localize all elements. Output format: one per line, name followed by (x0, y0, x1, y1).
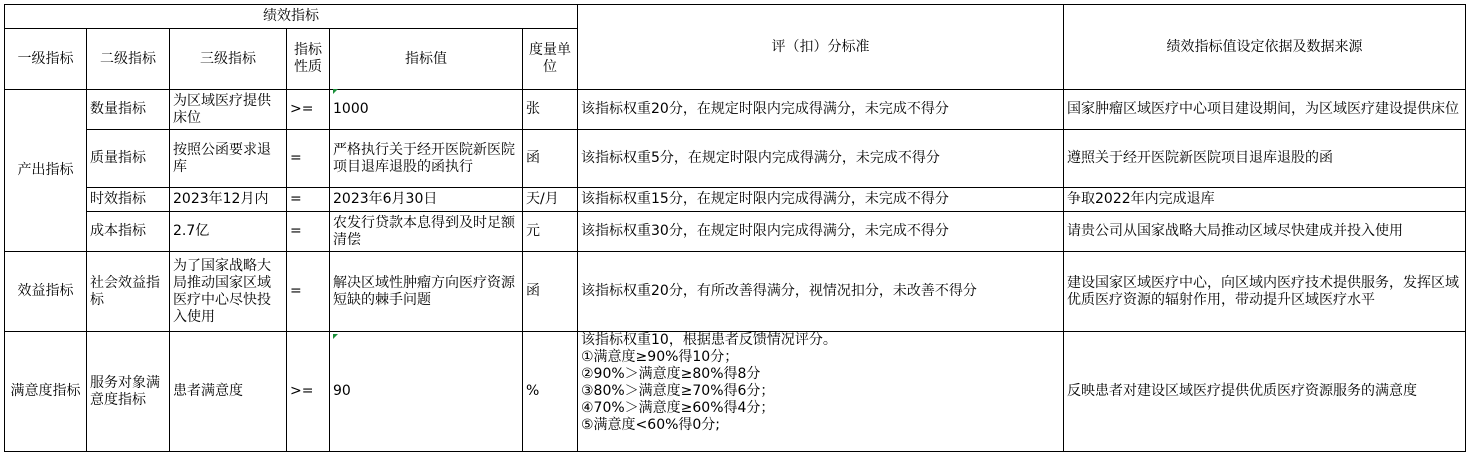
value-cell[interactable]: 严格执行关于经开医院新医院项目退库退股的函执行 (330, 130, 523, 188)
level2-cell[interactable]: 服务对象满意度指标 (87, 332, 170, 452)
value-cell[interactable]: 1000 (330, 90, 523, 130)
criteria-line: 该指标权重10，根据患者反馈情况评分。 (581, 332, 837, 348)
header-level3[interactable]: 三级指标 (170, 29, 287, 90)
level3-cell[interactable]: 为区域医疗提供床位 (170, 90, 287, 130)
level3-cell[interactable]: 为了国家战略大局推动国家区域医疗中心尽快投入使用 (170, 252, 287, 332)
level3-cell[interactable]: 2023年12月内 (170, 188, 287, 212)
unit-cell[interactable]: % (523, 332, 578, 452)
comment-marker-icon (333, 334, 338, 339)
header-unit[interactable]: 度量单位 (523, 29, 578, 90)
level1-cell[interactable]: 满意度指标 (5, 332, 87, 452)
value-cell[interactable]: 解决区域性肿瘤方向医疗资源短缺的棘手问题 (330, 252, 523, 332)
basis-cell[interactable]: 争取2022年内完成退库 (1064, 188, 1466, 212)
criteria-cell[interactable]: 该指标权重15分，在规定时限内完成得满分，未完成不得分 (578, 188, 1064, 212)
level2-cell[interactable]: 质量指标 (87, 130, 170, 188)
level2-cell[interactable]: 成本指标 (87, 212, 170, 252)
value-cell[interactable]: 90 (330, 332, 523, 452)
nature-cell[interactable]: >= (287, 332, 330, 452)
criteria-line: ④70%＞满意度≥60%得4分； (581, 400, 775, 416)
table-row (5, 252, 1466, 332)
unit-cell[interactable]: 天/月 (523, 188, 578, 212)
table-row (5, 188, 1466, 212)
criteria-cell[interactable]: 该指标权重30分，在规定时限内完成得满分，未完成不得分 (578, 212, 1064, 252)
group-title-cell[interactable]: 绩效指标 (5, 5, 578, 29)
header-level2[interactable]: 二级指标 (87, 29, 170, 90)
level3-cell[interactable]: 2.7亿 (170, 212, 287, 252)
criteria-line: ②90%＞满意度≥80%得8分 (581, 366, 761, 382)
value-cell[interactable]: 农发行贷款本息得到及时足额清偿 (330, 212, 523, 252)
header-level1[interactable]: 一级指标 (5, 29, 87, 90)
unit-cell[interactable]: 函 (523, 130, 578, 188)
criteria-cell[interactable] (578, 332, 1064, 452)
basis-cell[interactable]: 国家肿瘤区域医疗中心项目建设期间，为区域医疗建设提供床位 (1064, 90, 1466, 130)
table-row (5, 90, 1466, 130)
criteria-cell[interactable]: 该指标权重20分，有所改善得满分，视情况扣分，未改善不得分 (578, 252, 1064, 332)
unit-cell[interactable]: 元 (523, 212, 578, 252)
header-value[interactable]: 指标值 (330, 29, 523, 90)
nature-cell[interactable]: >= (287, 90, 330, 130)
criteria-line: ⑤满意度<60%得0分; (581, 417, 721, 433)
level2-cell[interactable]: 社会效益指标 (87, 252, 170, 332)
nature-cell[interactable]: = (287, 212, 330, 252)
nature-cell[interactable]: = (287, 188, 330, 212)
header-basis[interactable]: 绩效指标值设定依据及数据来源 (1064, 5, 1466, 90)
criteria-line: ③80%＞满意度≥70%得6分； (581, 383, 775, 399)
table-row (5, 130, 1466, 188)
criteria-line: ①满意度≥90%得10分； (581, 349, 739, 365)
criteria-cell[interactable]: 该指标权重20分，在规定时限内完成得满分，未完成不得分 (578, 90, 1064, 130)
comment-marker-icon (333, 89, 338, 94)
unit-cell[interactable]: 函 (523, 252, 578, 332)
criteria-cell[interactable]: 该指标权重5分，在规定时限内完成得满分，未完成不得分 (578, 130, 1064, 188)
performance-indicator-table (4, 4, 1466, 452)
basis-cell[interactable]: 建设国家区域医疗中心，向区域内医疗技术提供服务，发挥区域优质医疗资源的辐射作用，带动提升区域医疗水平 (1064, 252, 1466, 332)
basis-cell[interactable]: 请贵公司从国家战略大局推动区域尽快建成并投入使用 (1064, 212, 1466, 252)
table-row (5, 332, 1466, 452)
basis-cell[interactable]: 遵照关于经开医院新医院项目退库退股的函 (1064, 130, 1466, 188)
nature-cell[interactable]: = (287, 252, 330, 332)
level3-cell[interactable]: 按照公函要求退库 (170, 130, 287, 188)
header-criteria[interactable]: 评（扣）分标准 (578, 5, 1064, 90)
header-nature[interactable]: 指标性质 (287, 29, 330, 90)
level2-cell[interactable]: 数量指标 (87, 90, 170, 130)
value-cell[interactable]: 2023年6月30日 (330, 188, 523, 212)
basis-cell[interactable]: 反映患者对建设区域医疗提供优质医疗资源服务的满意度 (1064, 332, 1466, 452)
level1-cell[interactable]: 产出指标 (5, 90, 87, 252)
level3-cell[interactable]: 患者满意度 (170, 332, 287, 452)
nature-cell[interactable]: = (287, 130, 330, 188)
unit-cell[interactable]: 张 (523, 90, 578, 130)
level1-cell[interactable]: 效益指标 (5, 252, 87, 332)
level2-cell[interactable]: 时效指标 (87, 188, 170, 212)
table-row (5, 212, 1466, 252)
